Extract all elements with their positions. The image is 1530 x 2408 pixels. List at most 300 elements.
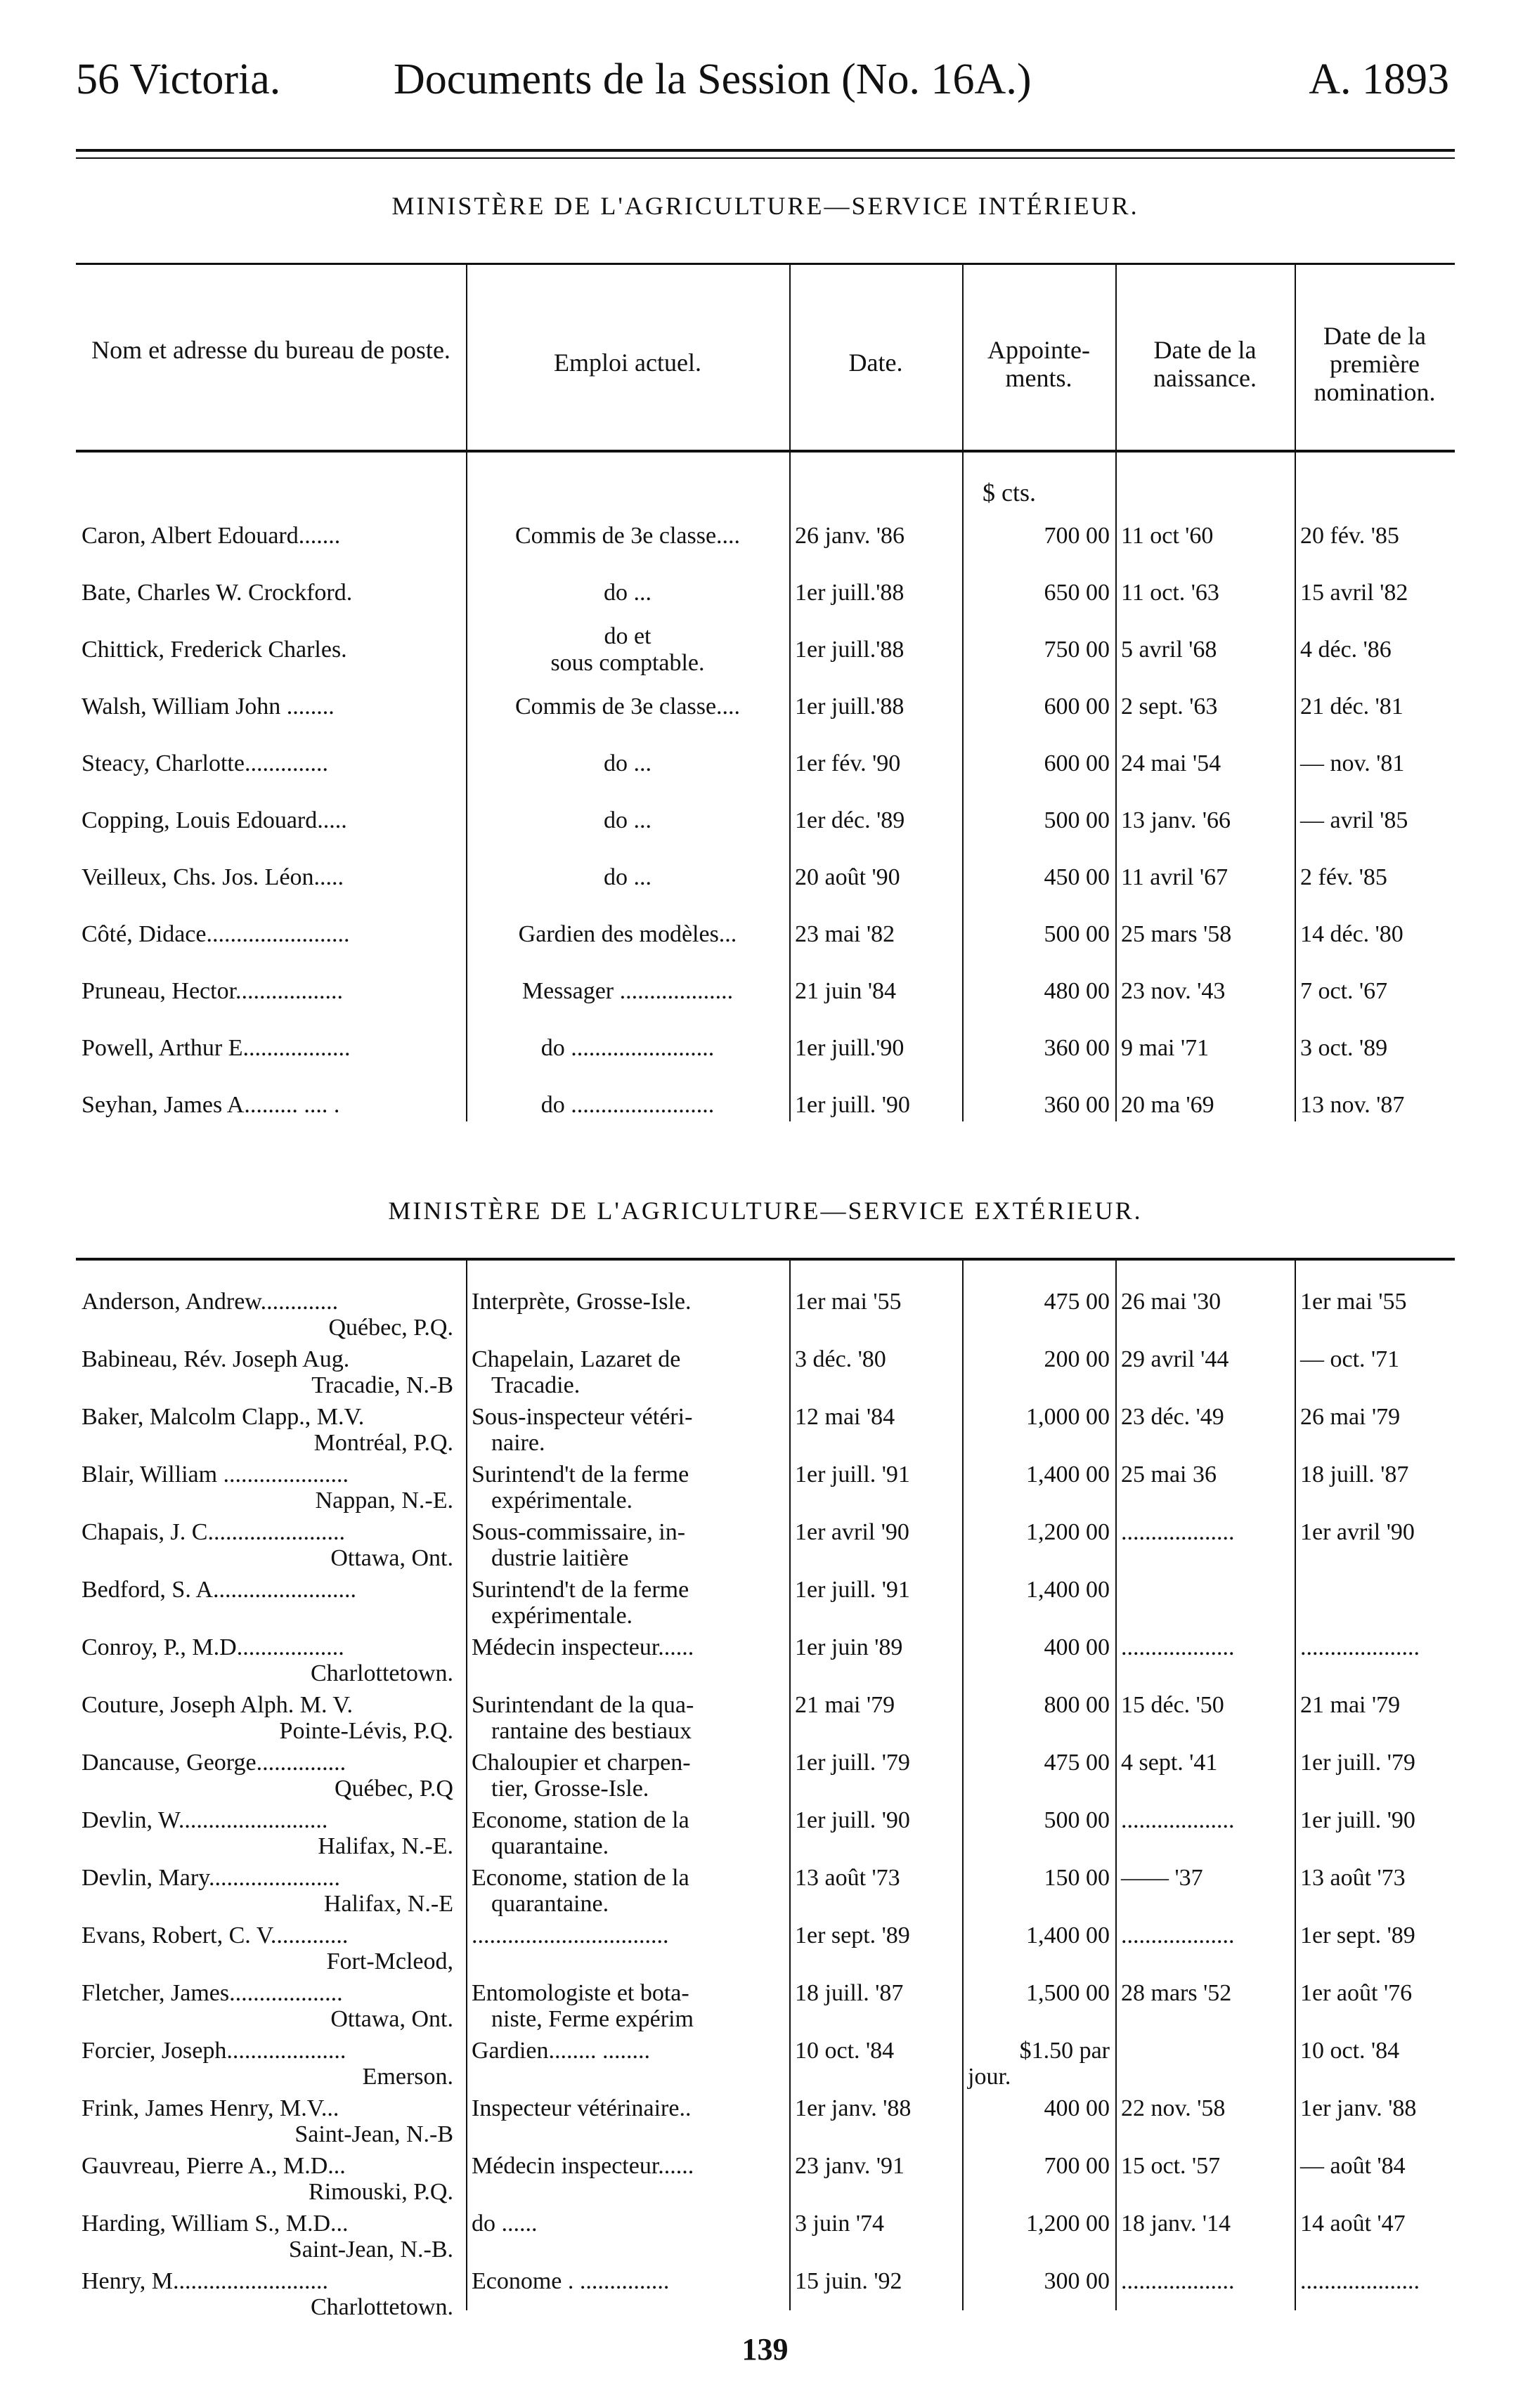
column-header-rule xyxy=(76,450,1455,453)
employee-name: Copping, Louis Edouard..... xyxy=(82,807,347,833)
salary xyxy=(962,1575,1115,1633)
employee-name: Fletcher, James................... xyxy=(82,1980,343,2006)
emploi-text: do ... xyxy=(604,864,651,890)
employee-place: Montréal, P.Q. xyxy=(313,1430,453,1456)
emploi-text: do ...... xyxy=(472,2211,538,2237)
salary-text: 1,200 00 xyxy=(1026,1519,1110,1545)
birth-date: 13 janv. '66 xyxy=(1121,807,1231,833)
column-header-date: Date. xyxy=(848,349,903,377)
table-row xyxy=(76,1748,1455,1806)
birth-date: 2 sept. '63 xyxy=(1121,694,1218,720)
employee-emploi xyxy=(466,963,789,1020)
first-nomination-date: 15 avril '82 xyxy=(1300,580,1408,606)
first-nomination-date: 10 oct. '84 xyxy=(1300,2038,1400,2064)
appointment-date: 1er juill. '91 xyxy=(795,1577,910,1603)
table-row xyxy=(76,963,1455,1020)
employee-emploi xyxy=(466,564,789,621)
salary-text: 1,400 00 xyxy=(1026,1922,1110,1948)
first-nomination-date: .................... xyxy=(1300,1634,1420,1660)
first-nomination-date: — nov. '81 xyxy=(1300,750,1405,776)
appointment-date: 1er juill. '91 xyxy=(795,1462,910,1488)
birth-date: 22 nov. '58 xyxy=(1121,2095,1226,2121)
salary xyxy=(962,1979,1115,2036)
first-nomination-date xyxy=(1295,1575,1455,1633)
employee-emploi xyxy=(466,1518,789,1575)
table-row xyxy=(76,1691,1455,1748)
first-nomination-date: 1er août '76 xyxy=(1300,1980,1413,2006)
first-nomination-date: 1er janv. '88 xyxy=(1300,2095,1417,2121)
table-row xyxy=(76,1460,1455,1518)
employee-name: Powell, Arthur E.................. xyxy=(82,1035,351,1061)
table-row xyxy=(76,1076,1455,1133)
employee-emploi xyxy=(466,1345,789,1403)
employee-name-cell xyxy=(76,2209,466,2267)
employee-name-cell xyxy=(76,1575,466,1633)
table-row xyxy=(76,1403,1455,1460)
appointment-date: 20 août '90 xyxy=(795,864,900,890)
emploi-text: Chaloupier et charpen- xyxy=(472,1750,691,1776)
emploi-continuation: niste, Ferme expérim xyxy=(491,2006,694,2032)
employee-name: Caron, Albert Edouard....... xyxy=(82,523,341,549)
salary xyxy=(962,1691,1115,1748)
employee-emploi xyxy=(466,1633,789,1691)
employee-emploi xyxy=(466,849,789,906)
birth-date: 15 déc. '50 xyxy=(1121,1692,1224,1718)
salary xyxy=(962,1287,1115,1345)
employee-place: Halifax, N.-E. xyxy=(318,1833,453,1859)
employee-name-cell xyxy=(76,2152,466,2209)
emploi-text: do ........................ xyxy=(540,1035,715,1061)
emploi-text: Surintend't de la ferme xyxy=(472,1462,689,1488)
employee-name-cell xyxy=(76,2094,466,2152)
emploi-continuation: naire. xyxy=(491,1430,545,1456)
birth-date: 18 janv. '14 xyxy=(1121,2211,1231,2237)
employee-emploi xyxy=(466,906,789,963)
salary xyxy=(962,1345,1115,1403)
employee-name: Bedford, S. A........................ xyxy=(82,1577,356,1603)
table-row xyxy=(76,1518,1455,1575)
employee-emploi xyxy=(466,1403,789,1460)
employee-emploi xyxy=(466,678,789,735)
employee-name-cell xyxy=(76,1979,466,2036)
emploi-text: Surintendant de la qua- xyxy=(472,1692,694,1718)
salary xyxy=(962,2267,1115,2324)
salary-text: 800 00 xyxy=(1044,1692,1110,1718)
employee-place: Charlottetown. xyxy=(310,1660,453,1686)
birth-date: 29 avril '44 xyxy=(1121,1346,1229,1372)
employee-name: Chittick, Frederick Charles. xyxy=(82,637,347,663)
first-nomination-date: 3 oct. '89 xyxy=(1300,1035,1388,1061)
table-row xyxy=(76,1921,1455,1979)
employee-name: Evans, Robert, C. V............. xyxy=(82,1922,349,1948)
salary: 360 00 xyxy=(1044,1035,1110,1061)
employee-name-cell xyxy=(76,1691,466,1748)
employee-name: Pruneau, Hector.................. xyxy=(82,978,344,1004)
first-nomination-date: 18 juill. '87 xyxy=(1300,1462,1409,1488)
employee-name-cell xyxy=(76,1287,466,1345)
appointment-date: 23 janv. '91 xyxy=(795,2153,905,2179)
section-title-interieur: MINISTÈRE DE L'AGRICULTURE—SERVICE INTÉRIEUR. xyxy=(391,192,1139,220)
appointment-date: 1er juill. '79 xyxy=(795,1750,910,1776)
column-header-emploi: Emploi actuel. xyxy=(554,349,701,377)
emploi-text: Inspecteur vétérinaire.. xyxy=(472,2095,692,2121)
emploi-text: Commis de 3e classe.... xyxy=(514,694,741,720)
birth-date xyxy=(1115,2036,1295,2094)
emploi-text: Econome, station de la xyxy=(472,1865,689,1891)
emploi-text: Sous-inspecteur vétéri- xyxy=(472,1404,693,1430)
emploi-text: Econome . ............... xyxy=(472,2268,670,2294)
salary-text: 1,400 00 xyxy=(1026,1462,1110,1488)
employee-name: Bate, Charles W. Crockford. xyxy=(82,580,353,606)
employee-place: Québec, P.Q. xyxy=(328,1315,453,1341)
salary-text: 1,400 00 xyxy=(1026,1577,1110,1603)
birth-date: 20 ma '69 xyxy=(1121,1092,1214,1118)
employee-name: Dancause, George............... xyxy=(82,1750,346,1776)
emploi-continuation: expérimentale. xyxy=(491,1488,633,1514)
appointment-date: 23 mai '82 xyxy=(795,921,895,947)
employee-name-cell xyxy=(76,1863,466,1921)
employee-place: Charlottetown. xyxy=(310,2294,453,2320)
table-row xyxy=(76,849,1455,906)
page-number: 139 xyxy=(741,2332,789,2367)
first-nomination-date: 1er juill. '90 xyxy=(1300,1807,1415,1833)
emploi-text: do ... xyxy=(604,580,651,606)
employee-name: Devlin, W......................... xyxy=(82,1807,328,1833)
employee-emploi xyxy=(466,1748,789,1806)
emploi-continuation: dustrie laitière xyxy=(491,1545,629,1571)
appointment-date: 1er janv. '88 xyxy=(795,2095,912,2121)
emploi-text: do ... xyxy=(604,750,651,776)
table-row xyxy=(76,507,1455,564)
salary-text: 475 00 xyxy=(1044,1750,1110,1776)
emploi-continuation: expérimentale. xyxy=(491,1603,633,1629)
salary xyxy=(962,1806,1115,1863)
table-row xyxy=(76,735,1455,792)
first-nomination-date: — oct. '71 xyxy=(1300,1346,1400,1372)
salary-text: 200 00 xyxy=(1044,1346,1110,1372)
employee-name: Gauvreau, Pierre A., M.D... xyxy=(82,2153,346,2179)
first-nomination-date: 20 fév. '85 xyxy=(1300,523,1399,549)
emploi-text: Surintend't de la ferme xyxy=(472,1577,689,1603)
salary: 500 00 xyxy=(1044,921,1110,947)
salary xyxy=(962,1863,1115,1921)
first-nomination-date: 2 fév. '85 xyxy=(1300,864,1387,890)
first-nomination-date: — avril '85 xyxy=(1300,807,1408,833)
emploi-continuation: rantaine des bestiaux xyxy=(491,1718,692,1744)
emploi-text: do ........................ xyxy=(540,1092,715,1118)
salary: 600 00 xyxy=(1044,750,1110,776)
table-row xyxy=(76,2152,1455,2209)
appointment-date: 1er déc. '89 xyxy=(795,807,905,833)
employee-name-cell xyxy=(76,2267,466,2324)
first-nomination-date: 13 nov. '87 xyxy=(1300,1092,1405,1118)
emploi-continuation: Tracadie. xyxy=(491,1372,581,1398)
column-header-name: Nom et adresse du bureau de poste. xyxy=(91,336,450,364)
salary-text: 475 00 xyxy=(1044,1289,1110,1315)
employee-place: Emerson. xyxy=(362,2064,453,2090)
employee-name-cell xyxy=(76,1460,466,1518)
salary-continuation: jour. xyxy=(968,2064,1011,2090)
appointment-date: 1er juill.'90 xyxy=(795,1035,905,1061)
appointment-date: 1er juill. '90 xyxy=(795,1092,910,1118)
first-nomination-date: 14 déc. '80 xyxy=(1300,921,1403,947)
employee-name: Harding, William S., M.D... xyxy=(82,2211,349,2237)
employee-name-cell xyxy=(76,1921,466,1979)
birth-date: 4 sept. '41 xyxy=(1121,1750,1218,1776)
header-rule-thick xyxy=(76,149,1455,152)
emploi-text: Gardien des modèles... xyxy=(518,921,737,947)
salary-text: 1,200 00 xyxy=(1026,2211,1110,2237)
employee-name: Anderson, Andrew............. xyxy=(82,1289,339,1315)
first-nomination-date: 1er mai '55 xyxy=(1300,1289,1407,1315)
salary: 480 00 xyxy=(1044,978,1110,1004)
employee-name-cell xyxy=(76,1518,466,1575)
birth-date xyxy=(1115,1575,1295,1633)
first-nomination-date: 7 oct. '67 xyxy=(1300,978,1388,1004)
salary: 600 00 xyxy=(1044,694,1110,720)
salary: 650 00 xyxy=(1044,580,1110,606)
employee-name: Seyhan, James A......... .... . xyxy=(82,1092,340,1118)
emploi-text: Médecin inspecteur...... xyxy=(472,1634,694,1660)
emploi-text: Commis de 3e classe.... xyxy=(514,523,741,549)
employee-emploi xyxy=(466,1575,789,1633)
ext-table-top-rule xyxy=(76,1258,1455,1261)
exterieur-table xyxy=(76,1287,1455,2324)
employee-name-cell xyxy=(76,1748,466,1806)
currency-label: $ cts. xyxy=(983,479,1036,507)
employee-emploi xyxy=(466,1806,789,1863)
table-top-rule xyxy=(76,263,1455,265)
employee-name: Conroy, P., M.D.................. xyxy=(82,1634,344,1660)
employee-emploi xyxy=(466,1863,789,1921)
emploi-text: Interprète, Grosse-Isle. xyxy=(472,1289,692,1315)
salary-text: 400 00 xyxy=(1044,1634,1110,1660)
salary-text: $1.50 par xyxy=(1019,2038,1110,2064)
salary: 500 00 xyxy=(1044,807,1110,833)
birth-date: ................... xyxy=(1121,1807,1235,1833)
table-row xyxy=(76,906,1455,963)
emploi-continuation: quarantaine. xyxy=(491,1833,609,1859)
birth-date: 15 oct. '57 xyxy=(1121,2153,1221,2179)
employee-emploi xyxy=(466,1691,789,1748)
employee-name-cell xyxy=(76,2036,466,2094)
employee-place: Québec, P.Q xyxy=(334,1776,453,1802)
employee-name: Walsh, William John ........ xyxy=(82,694,335,720)
appointment-date: 3 déc. '80 xyxy=(795,1346,886,1372)
appointment-date: 1er juill. '90 xyxy=(795,1807,910,1833)
emploi-text: Messager ................... xyxy=(521,978,734,1004)
appointment-date: 1er mai '55 xyxy=(795,1289,902,1315)
salary xyxy=(962,2036,1115,2094)
header-session-year: 56 Victoria. xyxy=(76,56,281,103)
employee-emploi xyxy=(466,1979,789,2036)
employee-place: Halifax, N.-E xyxy=(323,1891,453,1917)
table-row xyxy=(76,621,1455,678)
appointment-date: 18 juill. '87 xyxy=(795,1980,904,2006)
salary: 700 00 xyxy=(1044,523,1110,549)
birth-date: ................... xyxy=(1121,1922,1235,1948)
salary-text: 700 00 xyxy=(1044,2153,1110,2179)
employee-place: Rimouski, P.Q. xyxy=(309,2179,453,2205)
salary-text: 400 00 xyxy=(1044,2095,1110,2121)
employee-place: Ottawa, Ont. xyxy=(330,1545,453,1571)
emploi-text: do et xyxy=(604,623,651,649)
column-header-nomination: Date de la première nomination. xyxy=(1314,322,1436,406)
section-title-exterieur: MINISTÈRE DE L'AGRICULTURE—SERVICE EXTÉRIEUR. xyxy=(388,1197,1143,1225)
appointment-date: 21 juin '84 xyxy=(795,978,897,1004)
employee-name-cell xyxy=(76,1633,466,1691)
birth-date: 25 mars '58 xyxy=(1121,921,1232,947)
appointment-date: 1er juin '89 xyxy=(795,1634,903,1660)
employee-emploi xyxy=(466,2267,789,2324)
first-nomination-date: 14 août '47 xyxy=(1300,2211,1406,2237)
birth-date: 5 avril '68 xyxy=(1121,637,1217,663)
first-nomination-date: 21 mai '79 xyxy=(1300,1692,1401,1718)
table-row xyxy=(76,678,1455,735)
employee-place: Ottawa, Ont. xyxy=(330,2006,453,2032)
table-row xyxy=(76,2209,1455,2267)
salary: 750 00 xyxy=(1044,637,1110,663)
employee-emploi xyxy=(466,2152,789,2209)
employee-emploi xyxy=(466,2094,789,2152)
employee-place: Saint-Jean, N.-B. xyxy=(288,2237,453,2263)
salary xyxy=(962,1921,1115,1979)
employee-name: Côté, Didace........................ xyxy=(82,921,350,947)
employee-emploi xyxy=(466,1287,789,1345)
employee-name: Babineau, Rév. Joseph Aug. xyxy=(82,1346,350,1372)
appointment-date: 1er avril '90 xyxy=(795,1519,909,1545)
table-row xyxy=(76,2094,1455,2152)
first-nomination-date: 13 août '73 xyxy=(1300,1865,1406,1891)
appointment-date: 1er juill.'88 xyxy=(795,580,905,606)
emploi-text: Econome, station de la xyxy=(472,1807,689,1833)
employee-name: Couture, Joseph Alph. M. V. xyxy=(82,1692,354,1718)
table-row xyxy=(76,1287,1455,1345)
table-row xyxy=(76,1633,1455,1691)
employee-emploi xyxy=(466,621,789,678)
employee-name: Devlin, Mary...................... xyxy=(82,1865,340,1891)
first-nomination-date: 1er juill. '79 xyxy=(1300,1750,1415,1776)
birth-date: —— '37 xyxy=(1121,1865,1203,1891)
employee-name: Steacy, Charlotte.............. xyxy=(82,750,328,776)
birth-date: 9 mai '71 xyxy=(1121,1035,1210,1061)
column-header-appointements: Appointe- ments. xyxy=(987,336,1090,392)
salary-text: 1,500 00 xyxy=(1026,1980,1110,2006)
salary-text: 300 00 xyxy=(1044,2268,1110,2294)
salary xyxy=(962,1403,1115,1460)
appointment-date: 1er fév. '90 xyxy=(795,750,901,776)
employee-name: Frink, James Henry, M.V... xyxy=(82,2095,339,2121)
first-nomination-date: 1er avril '90 xyxy=(1300,1519,1415,1545)
first-nomination-date: 21 déc. '81 xyxy=(1300,694,1403,720)
table-row xyxy=(76,1345,1455,1403)
salary xyxy=(962,1633,1115,1691)
emploi-text: Sous-commissaire, in- xyxy=(472,1519,686,1545)
emploi-text: Chapelain, Lazaret de xyxy=(472,1346,681,1372)
first-nomination-date: — août '84 xyxy=(1300,2153,1406,2179)
birth-date: 25 mai 36 xyxy=(1121,1462,1217,1488)
salary-text: 1,000 00 xyxy=(1026,1404,1110,1430)
employee-name: Forcier, Joseph.................... xyxy=(82,2038,346,2064)
employee-name: Henry, M.......................... xyxy=(82,2268,328,2294)
emploi-text: ................................. xyxy=(472,1922,669,1948)
appointment-date: 3 juin '74 xyxy=(795,2211,885,2237)
first-nomination-date: 26 mai '79 xyxy=(1300,1404,1401,1430)
appointment-date: 1er juill.'88 xyxy=(795,637,905,663)
salary-text: 150 00 xyxy=(1044,1865,1110,1891)
employee-emploi xyxy=(466,1460,789,1518)
birth-date: 11 avril '67 xyxy=(1121,864,1228,890)
emploi-continuation: quarantaine. xyxy=(491,1891,609,1917)
employee-place: Saint-Jean, N.-B xyxy=(294,2121,453,2147)
table-row xyxy=(76,2267,1455,2324)
birth-date: ................... xyxy=(1121,1519,1235,1545)
employee-name: Chapais, J. C....................... xyxy=(82,1519,345,1545)
employee-emploi xyxy=(466,792,789,849)
birth-date: ................... xyxy=(1121,2268,1235,2294)
salary xyxy=(962,1748,1115,1806)
first-nomination-date: .................... xyxy=(1300,2268,1420,2294)
employee-name-cell xyxy=(76,1345,466,1403)
emploi-text: Gardien........ ........ xyxy=(472,2038,651,2064)
birth-date: 26 mai '30 xyxy=(1121,1289,1221,1315)
employee-emploi xyxy=(466,2036,789,2094)
header-document-title: Documents de la Session (No. 16A.) xyxy=(394,56,1032,103)
table-row xyxy=(76,1863,1455,1921)
employee-place: Fort-Mcleod, xyxy=(326,1948,453,1974)
salary xyxy=(962,2094,1115,2152)
appointment-date: 1er juill.'88 xyxy=(795,694,905,720)
salary xyxy=(962,2152,1115,2209)
table-row xyxy=(76,2036,1455,2094)
employee-name: Baker, Malcolm Clapp., M.V. xyxy=(82,1404,365,1430)
employee-place: Pointe-Lévis, P.Q. xyxy=(279,1718,453,1744)
employee-emploi xyxy=(466,2209,789,2267)
appointment-date: 21 mai '79 xyxy=(795,1692,895,1718)
first-nomination-date: 1er sept. '89 xyxy=(1300,1922,1415,1948)
appointment-date: 13 août '73 xyxy=(795,1865,900,1891)
interieur-table xyxy=(76,507,1455,1133)
table-row xyxy=(76,1979,1455,2036)
employee-name: Blair, William ..................... xyxy=(82,1462,349,1488)
appointment-date: 15 juin. '92 xyxy=(795,2268,902,2294)
appointment-date: 26 janv. '86 xyxy=(795,523,905,549)
birth-date: ................... xyxy=(1121,1634,1235,1660)
table-row xyxy=(76,1806,1455,1863)
birth-date: 24 mai '54 xyxy=(1121,750,1221,776)
table-row xyxy=(76,564,1455,621)
employee-place: Tracadie, N.-B xyxy=(311,1372,453,1398)
emploi-text: Entomologiste et bota- xyxy=(472,1980,689,2006)
first-nomination-date: 4 déc. '86 xyxy=(1300,637,1392,663)
employee-emploi xyxy=(466,1020,789,1076)
employee-emploi xyxy=(466,507,789,564)
emploi-continuation: tier, Grosse-Isle. xyxy=(491,1776,649,1802)
salary xyxy=(962,1518,1115,1575)
emploi-text: do ... xyxy=(604,807,651,833)
birth-date: 28 mars '52 xyxy=(1121,1980,1232,2006)
appointment-date: 12 mai '84 xyxy=(795,1404,895,1430)
table-row xyxy=(76,1020,1455,1076)
table-row xyxy=(76,792,1455,849)
header-rule-thin xyxy=(76,157,1455,159)
birth-date: 11 oct '60 xyxy=(1121,523,1214,549)
appointment-date: 1er sept. '89 xyxy=(795,1922,910,1948)
emploi-text: Médecin inspecteur...... xyxy=(472,2153,694,2179)
birth-date: 23 nov. '43 xyxy=(1121,978,1226,1004)
table-row xyxy=(76,1575,1455,1633)
salary: 450 00 xyxy=(1044,864,1110,890)
